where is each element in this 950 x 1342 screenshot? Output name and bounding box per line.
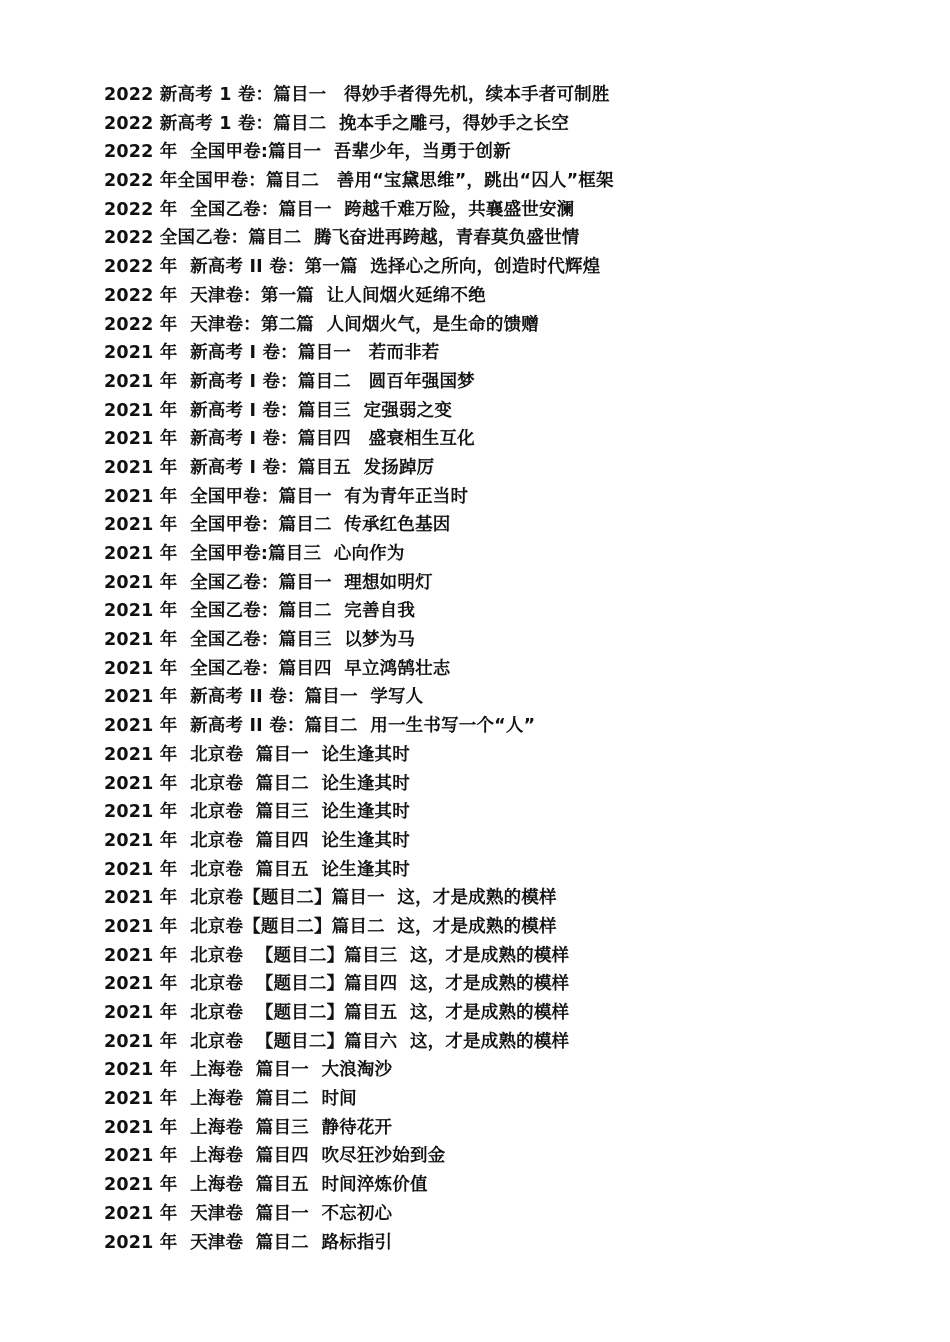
essay-title-line: 2021 年 上海卷 篇目四 吹尽狂沙始到金 [104, 1146, 446, 1167]
essay-title-line: 2022 新高考 1 卷：篇目一 得妙手者得先机，续本手者可制胜 [104, 85, 610, 105]
essay-title-line: 2021 年 全国甲卷：篇目一 有为青年正当时 [104, 486, 469, 507]
essay-title-line: 2022 新高考 1 卷：篇目二 挽本手之雕弓，得妙手之长空 [104, 113, 570, 134]
essay-title-line: 2021 年 新高考 I 卷：篇目二 圆百年强国梦 [104, 371, 475, 392]
essay-title-line: 2021 年 上海卷 篇目一 大浪淘沙 [104, 1060, 393, 1081]
essay-title-line: 2021 年 北京卷 篇目五 论生逢其时 [104, 859, 410, 880]
essay-title-line: 2021 年 全国乙卷：篇目四 早立鸿鹄壮志 [104, 658, 451, 679]
essay-title-line: 2021 年 北京卷【题目二】篇目一 这，才是成熟的模样 [104, 888, 557, 909]
essay-title-line: 2022 年 全国乙卷：篇目一 跨越千难万险，共襄盛世安澜 [104, 199, 575, 220]
essay-title-line: 2021 年 新高考 I 卷：篇目一 若而非若 [104, 343, 440, 364]
essay-title-line: 2021 年 北京卷 【题目二】篇目四 这，才是成熟的模样 [104, 974, 570, 995]
essay-title-line: 2021 年 北京卷 【题目二】篇目五 这，才是成熟的模样 [104, 1003, 570, 1023]
essay-title-line: 2021 年 北京卷 【题目二】篇目三 这，才是成熟的模样 [104, 945, 570, 966]
essay-title-line: 2021 年 北京卷 篇目四 论生逢其时 [104, 830, 410, 851]
essay-title-line: 2022 年 天津卷：第二篇 人间烟火气，是生命的馈赠 [104, 314, 539, 335]
essay-title-line: 2021 年 上海卷 篇目二 时间 [104, 1089, 357, 1110]
essay-title-line: 2022 年 新高考 II 卷：第一篇 选择心之所向，创造时代辉煌 [104, 257, 601, 278]
essay-title-line: 2021 年 全国甲卷:篇目三 心向作为 [104, 544, 405, 564]
essay-title-line: 2022 年 天津卷：第一篇 让人间烟火延绵不绝 [104, 285, 486, 306]
essay-title-line: 2021 年 全国乙卷：篇目二 完善自我 [104, 601, 416, 622]
essay-title-line: 2021 年 全国乙卷：篇目三 以梦为马 [104, 630, 416, 651]
essay-title-line: 2021 年 北京卷 篇目一 论生逢其时 [104, 744, 410, 765]
essay-title-line: 2021 年 上海卷 篇目三 静待花开 [104, 1117, 393, 1138]
essay-title-line: 2021 年 北京卷 【题目二】篇目六 这，才是成熟的模样 [104, 1031, 570, 1052]
essay-title-line: 2022 全国乙卷：篇目二 腾飞奋进再跨越，青春莫负盛世情 [104, 228, 580, 249]
essay-title-line: 2021 年 新高考 II 卷：篇目二 用一生书写一个“人” [104, 716, 536, 737]
essay-title-line: 2021 年 上海卷 篇目五 时间淬炼价值 [104, 1175, 428, 1196]
essay-title-line: 2021 年 新高考 I 卷：篇目四 盛衰相生互化 [104, 429, 475, 450]
essay-title-line: 2021 年 北京卷 篇目三 论生逢其时 [104, 802, 410, 823]
essay-title-line: 2021 年 天津卷 篇目二 路标指引 [104, 1232, 393, 1253]
essay-title-line: 2022 年 全国甲卷:篇目一 吾辈少年，当勇于创新 [104, 142, 511, 163]
essay-title-line: 2021 年 天津卷 篇目一 不忘初心 [104, 1203, 393, 1224]
essay-title-line: 2022 年全国甲卷：篇目二 善用“宝黛思维”，跳出“囚人”框架 [104, 171, 614, 192]
essay-title-line: 2021 年 新高考 II 卷：篇目一 学写人 [104, 687, 424, 708]
essay-title-line: 2021 年 全国甲卷：篇目二 传承红色基因 [104, 515, 451, 536]
essay-title-list [104, 81, 904, 1257]
essay-title-line: 2021 年 新高考 I 卷：篇目三 定强弱之变 [104, 400, 453, 421]
essay-title-line: 2021 年 新高考 I 卷：篇目五 发扬踔厉 [104, 457, 435, 478]
essay-title-line: 2021 年 全国乙卷：篇目一 理想如明灯 [104, 572, 433, 593]
essay-title-line: 2021 年 北京卷【题目二】篇目二 这，才是成熟的模样 [104, 916, 557, 937]
essay-title-line: 2021 年 北京卷 篇目二 论生逢其时 [104, 773, 410, 794]
